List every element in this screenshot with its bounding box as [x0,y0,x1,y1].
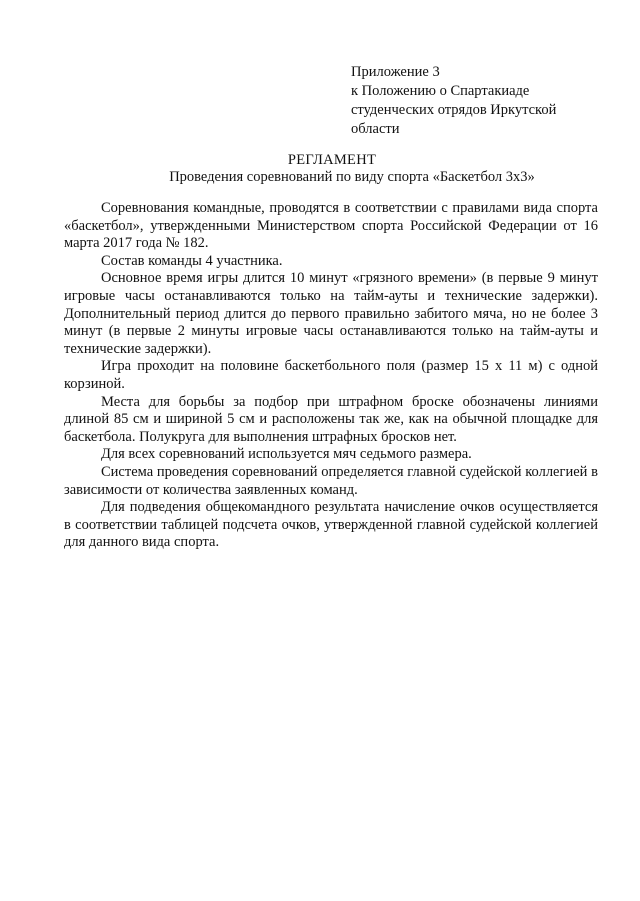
appendix-block [351,63,601,139]
appendix-line-1: Приложение 3 [351,64,440,80]
appendix-line-3: студенческих отрядов Иркутской [351,102,557,118]
appendix-line-2: к Положению о Спартакиаде [351,83,530,99]
paragraph-court: Игра проходит на половине баскетбольного поля (размер 15 х 11 м) с одной корзиной. [64,358,598,392]
paragraph-rules: Соревнования командные, проводятся в соответствии с правилами вида спорта «баскетбол», утвержденными Министерством спорта Российской Федерации от 16 марта 2017 года № 182. [64,200,598,252]
document-subtitle: Проведения соревнований по виду спорта «Баскетбол 3х3» [169,169,535,185]
paragraph-rebound-spaces: Места для борьбы за подбор при штрафном броске обозначены линиями длиной 85 см и шириной 5 см и расположены так же, как на обычной площадке для баскетбола. Полукруга для выполнения штрафных бросков нет. [64,393,598,445]
paragraph-system: Система проведения соревнований определяется главной судейской коллегией в зависимости от количества заявленных команд. [64,463,598,498]
paragraph-ball: Для всех соревнований используется мяч седьмого размера. [101,446,472,463]
paragraph-game-time: Основное время игры длится 10 минут «грязного времени» (в первые 9 минут игровые часы останавливаются только на тайм-ауты и технические задержки). Дополнительный период длится до первого правильно забитого мяча, но не более 3 минут (в первые 2 минуты игровые часы останавливаются только на тайм-ауты и технические задержки). [64,270,598,357]
document-body [64,200,598,552]
paragraph-team-size: Состав команды 4 участника. [101,252,283,269]
paragraph-scoring: Для подведения общекомандного результата начисление очков осуществляется в соответствии таблицей подсчета очков, утвержденной главной судейской коллегией для данного вида спорта. [64,499,598,551]
appendix-line-4: области [351,121,400,137]
document-title: РЕГЛАМЕНТ [287,152,377,168]
